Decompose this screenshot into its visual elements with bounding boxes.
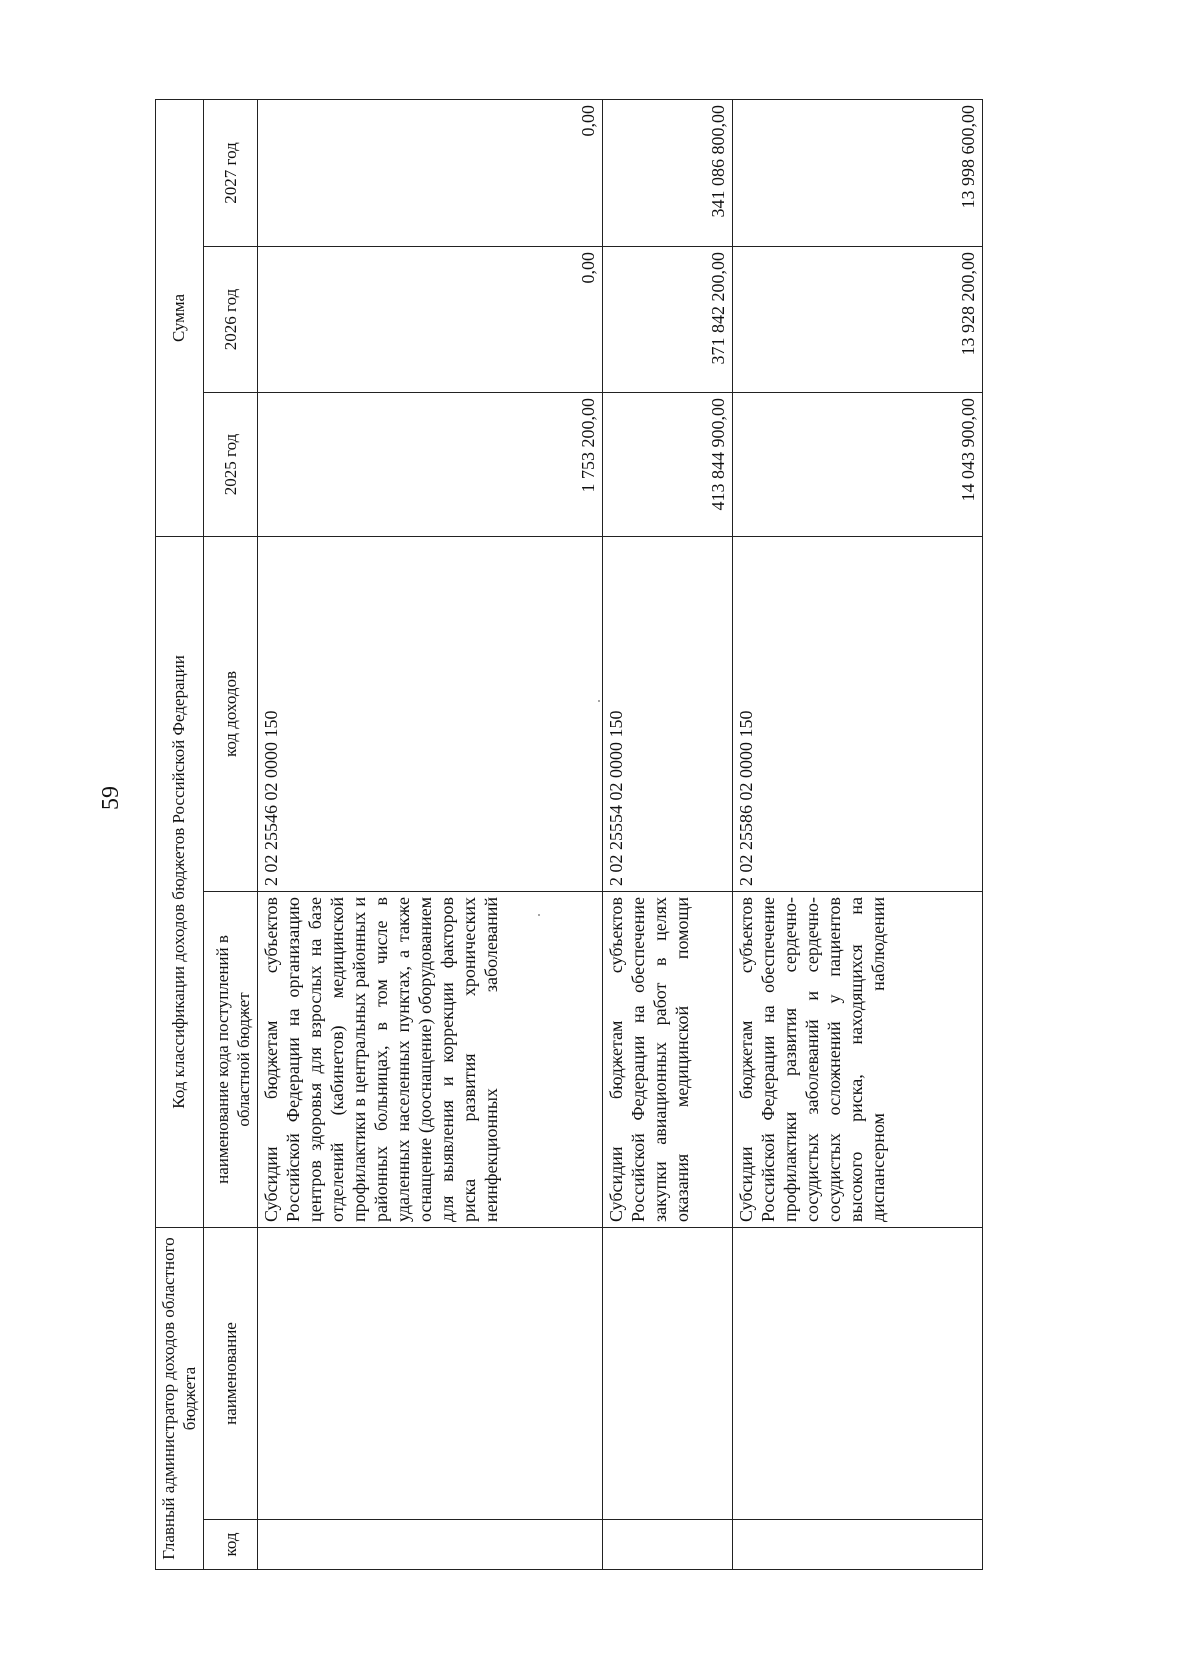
admin-name-cell xyxy=(603,1228,733,1520)
income-name-header: наименование кода поступлений в областной бюджет xyxy=(204,892,258,1228)
amount-2027-cell: 0,00 xyxy=(258,99,603,246)
amount-2025-cell: 413 844 900,00 xyxy=(603,392,733,536)
amount-2027-cell: 13 998 600,00 xyxy=(733,99,983,246)
amount-2025-cell: 1 753 200,00 xyxy=(258,392,603,536)
amount-2026-cell: 371 842 200,00 xyxy=(603,246,733,392)
income-code-cell: 2 02 25586 02 0000 150 xyxy=(733,536,983,891)
amount-2027-cell: 341 086 800,00 xyxy=(603,99,733,246)
income-code-cell: 2 02 25554 02 0000 150 xyxy=(603,536,733,891)
sum-group-header: Сумма xyxy=(156,99,204,536)
admin-code-cell xyxy=(603,1520,733,1570)
income-name-cell: Субсидии бюджетам субъектов Российской Федерации на обеспечение профилактики развития сердечно-сосудистых заболеваний и сердечно-сосудистых осложнений у пациентов высокого риска, находящихся на диспансерном наблюдении xyxy=(733,892,983,1228)
header-row-1 xyxy=(156,99,204,1569)
income-code-header: код доходов xyxy=(204,536,258,891)
amount-2026-cell: 13 928 200,00 xyxy=(733,246,983,392)
admin-code-header: код xyxy=(204,1520,258,1570)
amount-2025-cell: 14 043 900,00 xyxy=(733,392,983,536)
year-header-2025: 2025 год xyxy=(204,392,258,536)
table-row xyxy=(733,99,983,1569)
admin-code-cell xyxy=(258,1520,603,1570)
admin-code-cell xyxy=(733,1520,983,1570)
header-row-2 xyxy=(204,99,258,1569)
admin-name-header: наименование xyxy=(204,1228,258,1520)
income-name-cell: Субсидии бюджетам субъектов Российской Федерации на организацию центров здоровья для взрослых на базе отделений (кабинетов) медицинской профилактики в центральных районных и районных больницах, в том числе в удаленных населенных пунктах, а также оснащение (дооснащение) оборудованием для выявления и коррекции факторов риска развития хронических неинфекционных заболеваний xyxy=(258,892,603,1228)
page-number: 59 xyxy=(98,786,124,810)
classification-group-header: Код классификации доходов бюджетов Российской Федерации xyxy=(156,536,204,1227)
income-name-cell: Субсидии бюджетам субъектов Российской Федерации на обеспечение закупки авиационных работ в целях оказания медицинской помощи xyxy=(603,892,733,1228)
year-header-2027: 2027 год xyxy=(204,99,258,246)
budget-income-table xyxy=(155,99,983,1570)
table-rotator xyxy=(155,100,980,1570)
table-row xyxy=(258,99,603,1569)
admin-name-cell xyxy=(258,1228,603,1520)
amount-2026-cell: 0,00 xyxy=(258,246,603,392)
admin-name-cell xyxy=(733,1228,983,1520)
year-header-2026: 2026 год xyxy=(204,246,258,392)
table-row xyxy=(603,99,733,1569)
admin-group-header: Главный администратор доходов областного бюджета xyxy=(156,1228,204,1570)
income-code-cell: 2 02 25546 02 0000 150 xyxy=(258,536,603,891)
